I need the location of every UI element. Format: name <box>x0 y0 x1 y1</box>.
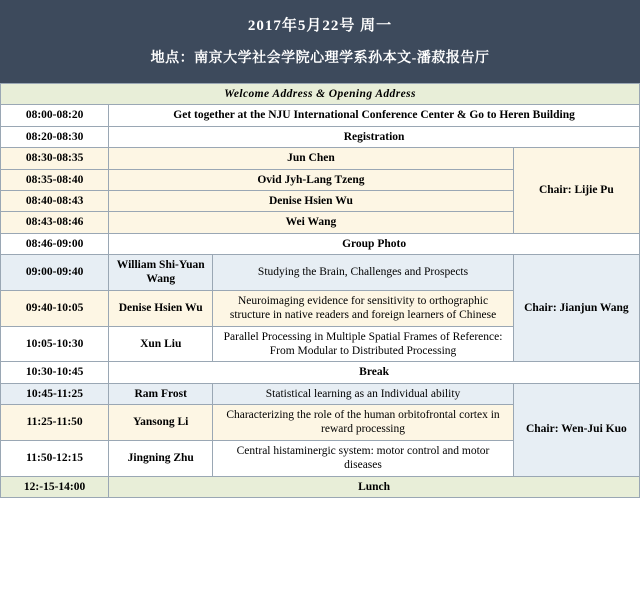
table-row <box>1 126 640 147</box>
row-chair: Chair: Lijie Pu <box>513 148 639 234</box>
row-speaker: William Shi-Yuan Wang <box>109 255 213 291</box>
row-text: Lunch <box>109 476 640 497</box>
row-title: Parallel Processing in Multiple Spatial Frames of Reference: From Modular to Distributed Processing <box>213 326 513 362</box>
row-speaker: Denise Hsien Wu <box>109 290 213 326</box>
row-speaker: Xun Liu <box>109 326 213 362</box>
row-time: 10:45-11:25 <box>1 383 109 404</box>
table-row <box>1 105 640 126</box>
row-speaker: Denise Hsien Wu <box>109 190 514 211</box>
row-title: Central histaminergic system: motor control and motor diseases <box>213 440 513 476</box>
row-time: 08:20-08:30 <box>1 126 109 147</box>
row-speaker: Wei Wang <box>109 212 514 233</box>
row-time: 09:00-09:40 <box>1 255 109 291</box>
row-text: Registration <box>109 126 640 147</box>
row-time: 12:-15-14:00 <box>1 476 109 497</box>
row-time: 08:46-09:00 <box>1 233 109 254</box>
page-header <box>0 0 640 83</box>
row-time: 09:40-10:05 <box>1 290 109 326</box>
row-time: 08:40-08:43 <box>1 190 109 211</box>
row-speaker: Jingning Zhu <box>109 440 213 476</box>
row-time: 10:05-10:30 <box>1 326 109 362</box>
row-speaker: Jun Chen <box>109 148 514 169</box>
table-row <box>1 84 640 105</box>
schedule-table <box>0 83 640 498</box>
row-speaker: Ovid Jyh-Lang Tzeng <box>109 169 514 190</box>
table-row <box>1 148 640 169</box>
row-time: 08:00-08:20 <box>1 105 109 126</box>
row-title: Statistical learning as an Individual ability <box>213 383 513 404</box>
row-text: Get together at the NJU International Conference Center & Go to Heren Building <box>109 105 640 126</box>
row-chair: Chair: Wen-Jui Kuo <box>513 383 639 476</box>
conference-date: 2017年5月22号 周一 <box>247 18 393 34</box>
row-time: 08:43-08:46 <box>1 212 109 233</box>
row-title: Characterizing the role of the human orbitofrontal cortex in reward processing <box>213 405 513 441</box>
row-time: 10:30-10:45 <box>1 362 109 383</box>
table-row <box>1 255 640 291</box>
row-time: 08:30-08:35 <box>1 148 109 169</box>
table-row <box>1 233 640 254</box>
table-row <box>1 362 640 383</box>
table-row <box>1 476 640 497</box>
row-time: 11:25-11:50 <box>1 405 109 441</box>
conference-venue: 地点：南京大学社会学院心理学系孙本文-潘菽报告厅 <box>150 51 490 66</box>
row-text: Group Photo <box>109 233 640 254</box>
row-chair: Chair: Jianjun Wang <box>513 255 639 362</box>
section-header-welcome: Welcome Address & Opening Address <box>1 84 640 105</box>
row-speaker: Ram Frost <box>109 383 213 404</box>
row-title: Studying the Brain, Challenges and Prospects <box>213 255 513 291</box>
row-title: Neuroimaging evidence for sensitivity to orthographic structure in native readers and foreign learners of Chinese <box>213 290 513 326</box>
row-speaker: Yansong Li <box>109 405 213 441</box>
row-text: Break <box>109 362 640 383</box>
row-time: 11:50-12:15 <box>1 440 109 476</box>
table-row <box>1 383 640 404</box>
row-time: 08:35-08:40 <box>1 169 109 190</box>
